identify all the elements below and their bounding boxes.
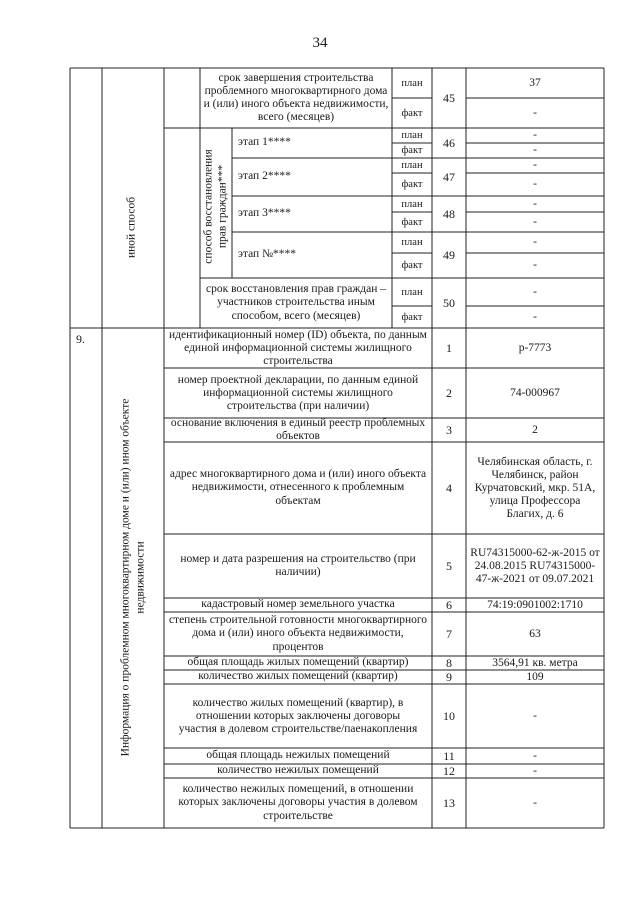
row-48-plan-label: план — [401, 198, 423, 210]
s9-row-12-label: количество нежилых помещений — [217, 764, 379, 777]
s9-row-13-label: количество нежилых помещений, в отношении которых заключены договоры участия в долевом строительстве — [178, 783, 418, 822]
s9-row-4-num: 4 — [446, 480, 452, 495]
s9-row-5-num: 5 — [446, 558, 452, 573]
row-48-fact-value: - — [533, 215, 537, 228]
row-46-plan-label: план — [401, 130, 423, 141]
s9-row-3-value: 2 — [532, 423, 538, 436]
s9-row-3-label: основание включения в единый реестр проблемных объектов — [170, 416, 426, 442]
row-47-plan-value: - — [533, 159, 537, 171]
s9-row-6-num: 6 — [446, 597, 452, 612]
row-48-plan-value: - — [533, 197, 537, 210]
s9-row-1-num: 1 — [446, 340, 452, 355]
row-50-plan-value: - — [533, 285, 537, 298]
restore-vertical-label-line1: способ восстановления — [202, 149, 215, 264]
section-title-line1: Информация о проблемном многоквартирном доме и (или) ином объекте — [119, 398, 132, 757]
row-50-fact-value: - — [533, 310, 537, 323]
section-index: 9. — [76, 332, 85, 346]
s9-row-9-value: 109 — [526, 670, 544, 683]
row-46-plan-value: - — [533, 129, 537, 141]
s9-row-12-value: - — [533, 764, 537, 777]
row-50-num: 50 — [443, 295, 455, 310]
row-50-plan-label: план — [401, 286, 423, 298]
restore-vertical-label-line2: прав граждан*** — [216, 164, 229, 249]
s9-row-7-label: степень строительной готовности многоквартирного дома и (или) иного объекта недвижимости, процентов — [168, 614, 428, 653]
s9-row-1-label: идентификационный номер (ID) объекта, по данным единой информационной системы жилищного строительства — [169, 328, 427, 368]
s9-row-8-label: общая площадь жилых помещений (квартир) — [187, 656, 409, 669]
row-48-label: этап 3**** — [238, 207, 291, 220]
s9-row-10-value: - — [533, 709, 537, 722]
row-50-label: срок восстановления прав граждан – участников строительства иным способом, всего (месяцев) — [206, 283, 386, 322]
row-47-label: этап 2**** — [238, 170, 291, 183]
s9-row-12-num: 12 — [443, 763, 455, 778]
row-46-fact-value: - — [533, 144, 537, 156]
method-vertical-label: иной способ — [125, 196, 138, 259]
s9-row-4-value: Челябинская область, г. Челябинск, район Курчатовский, мкр. 51А, улица Профессора Благих, д. 6 — [474, 455, 596, 520]
s9-row-7-num: 7 — [446, 626, 452, 641]
s9-row-5-value: RU74315000-62-ж-2015 от 24.08.2015 RU74315000-47-ж-2021 от 09.07.2021 — [470, 546, 600, 585]
s9-row-9-label: количество жилых помещений (квартир) — [198, 670, 398, 683]
row-45-fact-label: факт — [401, 107, 423, 119]
row-47-num: 47 — [443, 169, 455, 184]
row-49-plan-label: план — [401, 237, 423, 248]
row-49-label: этап №**** — [238, 248, 297, 261]
row-46-num: 46 — [443, 135, 455, 150]
s9-row-6-label: кадастровый номер земельного участка — [201, 598, 395, 611]
section-title-line2: недвижимости — [134, 541, 147, 614]
s9-row-8-num: 8 — [446, 655, 452, 670]
row-47-plan-label: план — [401, 160, 423, 171]
s9-row-10-num: 10 — [443, 708, 455, 723]
page-number: 34 — [312, 35, 328, 51]
row-47-fact-value: - — [533, 178, 537, 190]
s9-row-2-label: номер проектной декларации, по данным единой информационной системы жилищного строительства (при наличии) — [177, 373, 419, 413]
row-49-plan-value: - — [533, 236, 537, 248]
row-49-num: 49 — [443, 247, 455, 262]
s9-row-9-num: 9 — [446, 669, 452, 684]
s9-row-2-num: 2 — [446, 385, 452, 400]
row-46-label: этап 1**** — [238, 136, 291, 149]
s9-row-3-num: 3 — [446, 422, 452, 437]
s9-row-11-label: общая площадь нежилых помещений — [206, 749, 390, 762]
s9-row-11-num: 11 — [443, 748, 455, 763]
s9-row-8-value: 3564,91 кв. метра — [492, 656, 578, 669]
s9-row-5-label: номер и дата разрешения на строительство (при наличии) — [180, 552, 416, 578]
s9-row-10-label: количество жилых помещений (квартир), в отношении которых заключены договоры участия в долевом строительстве/паенакопления — [178, 696, 418, 736]
row-45-label: срок завершения строительства проблемного многоквартирного дома и (или) иного объекта недвижимости, всего (месяцев) — [203, 71, 389, 124]
s9-row-4-label: адрес многоквартирного дома и (или) иного объекта недвижимости, отнесенного к проблемным объектам — [169, 468, 427, 507]
s9-row-1-value: р-7773 — [518, 341, 552, 354]
row-49-fact-value: - — [533, 259, 537, 271]
row-48-num: 48 — [443, 206, 455, 221]
s9-row-6-value: 74:19:0901002:1710 — [487, 598, 583, 611]
row-45-num: 45 — [443, 90, 455, 105]
s9-row-13-num: 13 — [443, 795, 455, 810]
row-49-fact-label: факт — [401, 260, 423, 271]
s9-row-13-value: - — [533, 796, 537, 809]
row-48-fact-label: факт — [401, 216, 423, 228]
row-50-fact-label: факт — [401, 311, 423, 323]
row-47-fact-label: факт — [401, 179, 423, 190]
row-45-fact-value: - — [533, 106, 537, 119]
row-45-plan-value: 37 — [529, 76, 541, 89]
s9-row-2-value: 74-000967 — [510, 386, 560, 399]
s9-row-11-value: - — [533, 749, 537, 762]
row-46-fact-label: факт — [401, 145, 423, 156]
row-45-plan-label: план — [401, 78, 423, 89]
s9-row-7-value: 63 — [529, 627, 541, 640]
